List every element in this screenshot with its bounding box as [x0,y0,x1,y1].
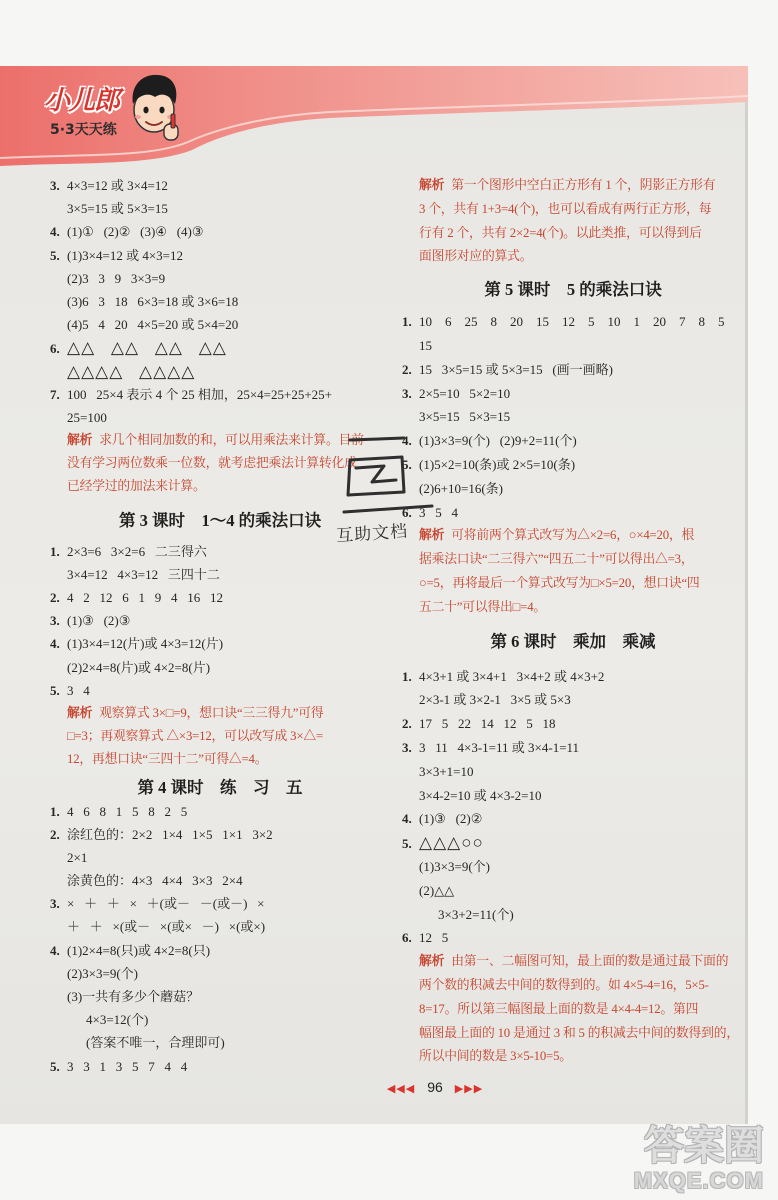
site-watermark [604,1124,764,1194]
question-number: 2. [402,361,412,377]
answer-item [402,501,744,525]
answer-item [50,220,390,243]
answer-text: 15 [419,337,432,353]
lesson-heading: 第 3 课时 1～4 的乘法口诀 [118,511,322,531]
answer-subline [50,267,390,290]
analysis-label: 解析 [419,528,445,543]
answer-text: 3 4 [67,682,90,698]
page-footer [340,1079,530,1101]
analysis-line [402,572,744,596]
answer-subline [50,846,390,869]
analysis-label: 解析 [419,178,445,192]
analysis-text: 所以中间的数是 3×5-10=5。 [419,1049,572,1064]
analysis-text: 3 个，共有 1+3=4(个)，也可以看成有两行正方形，每 [419,201,712,216]
answer-text: 17 5 22 14 12 5 18 [419,716,556,732]
answer-item [402,831,744,855]
analysis-text: 已经学过的加法来计算。 [67,479,206,494]
analysis-line [402,222,744,246]
prev-arrows-icon: ◀◀◀ [386,1082,416,1095]
analysis-text: 没有学习两位数乘一位数，就考虑把乘法计算转化成 [67,456,357,471]
answer-text: 3×3+1=10 [419,763,474,779]
analysis-text: ○=5，再将最后一个算式改写为□×5=20，想口诀“四 [419,575,700,590]
question-number: 4. [50,224,60,240]
answer-text: 4 2 12 6 1 9 4 16 12 [67,590,223,605]
answer-text: △△△△ △△△△ [67,361,196,381]
question-number: 3. [402,385,412,401]
lesson-heading: 第 6 课时 乘加 乘减 [490,632,656,652]
question-number: 4. [402,811,412,827]
question-number: 1. [50,803,60,819]
analysis-line [402,1022,744,1046]
answer-item [50,892,390,915]
answer-text: 3×5=15 5×3=15 [419,409,511,425]
answer-subline [50,360,390,383]
question-number: 4. [402,433,412,449]
answer-subline [50,656,390,679]
analysis-line [50,748,390,771]
lesson-heading: 第 4 课时 练 习 五 [137,777,303,797]
analysis-line [50,702,390,725]
question-number: 2. [50,590,60,605]
question-number: 3. [50,896,60,912]
answer-item [50,800,390,823]
analysis-line [50,725,390,748]
handwritten-stamp [332,430,442,530]
answer-text: 3×5=15 或 5×3=15 [67,201,168,217]
answer-text: 3×4=12 4×3=12 三四十二 [67,566,220,582]
analysis-text: 可将前两个算式改写为△×2=6，○×4=20，根 [451,528,695,543]
answer-text: 3×3+2=11(个) [438,906,514,922]
question-number: 4. [50,636,60,652]
answer-item [402,807,744,831]
answer-subline [50,962,390,985]
answer-subline [50,915,390,938]
question-number: 1. [402,668,412,684]
answer-text: (2)6+10=16(条) [419,480,503,496]
answer-text: (3)一共有多少个蘑菇？ [67,989,200,1004]
answer-text: (1)2×4=8(只)或 4×2=8(只) [67,942,211,958]
question-number: 5. [402,836,412,852]
answer-text: 涂红色的：2×2 1×4 1×5 1×1 3×2 [67,826,273,842]
answer-item [50,244,390,267]
answer-text: 3×4-2=10 或 4×3-2=10 [419,787,542,803]
answer-subline [50,290,390,313]
question-number: 3. [50,613,60,629]
answer-item [50,1055,390,1078]
watermark-url: MXQE.COM [633,1168,764,1193]
answer-text: 4×3+1 或 3×4+1 3×4+2 或 4×3+2 [419,668,605,684]
analysis-line [402,524,744,548]
answer-text: 12 5 [419,930,449,946]
watermark-title: 答案圈 [644,1123,764,1168]
question-number: 3. [50,178,60,193]
analysis-line [402,1045,744,1069]
answer-item [402,382,744,406]
answer-subline [50,1008,390,1031]
analysis-line [402,596,744,620]
answer-text: (2)3 3 9 3×3=9 [67,270,166,286]
right-answer-column [402,174,744,1079]
analysis-label: 解析 [67,433,93,448]
answer-subline [402,688,744,712]
answer-text: 100 25×4 表示 4 个 25 相加，25×4=25+25+25+ [67,386,332,402]
answer-item [402,453,744,477]
logo-subtitle: 5·3天天练 [50,122,117,138]
answer-text: 10 6 25 8 20 15 12 5 10 1 20 7 8 5 [419,314,725,330]
analysis-text: 12，再想口诀“三四十二”可得△=4。 [67,752,268,767]
question-number: 2. [402,716,412,732]
answer-item [402,926,744,950]
analysis-text: 行有 2 个，共有 2×2=4(个)。以此类推，可以得到后 [419,225,702,240]
analysis-line [402,245,744,269]
answer-subline [402,477,744,501]
analysis-text: 据乘法口诀“二三得六”“四五二十”可以得出△=3， [419,552,694,567]
logo-title: 小儿郎 [44,86,120,116]
answer-text: 2×3-1 或 3×2-1 3×5 或 5×3 [419,692,571,708]
analysis-line [402,174,744,198]
answer-subline [50,197,390,220]
answer-text: (答案不唯一，合理即可) [86,1035,225,1051]
answer-item [402,736,744,760]
question-number: 5. [50,1058,60,1074]
answer-item [50,174,390,197]
answer-text: (1)3×3=9(个) [419,858,490,874]
analysis-text: 五二十”可以得出□=4。 [419,599,546,614]
answer-item [50,939,390,962]
answer-subline [402,760,744,784]
answer-text: × ＋ ＋ × ＋(或－ －(或－) × [67,896,265,912]
analysis-line [402,950,744,974]
question-number: 4. [50,942,60,958]
answer-text: ＋ ＋ ×(或－ ×(或× －) ×(或×) [67,919,266,935]
analysis-line [402,974,744,998]
analysis-text: 观察算式 3×□=9，想口诀“三三得九”可得 [99,705,324,720]
question-number: 6. [402,930,412,946]
answer-item [50,632,390,655]
answer-subline [50,1031,390,1054]
answer-text: (1)3×4=12(片)或 4×3=12(片) [67,636,224,652]
answer-subline [50,406,390,429]
question-number: 5. [50,247,60,263]
analysis-text: 面图形对应的算式。 [419,249,533,264]
answer-item [402,712,744,736]
answer-subline [50,563,390,586]
lesson-heading: 第 5 课时 5 的乘法口诀 [484,279,662,299]
answer-text: 25=100 [67,409,107,425]
answer-text: (3)6 3 18 6×3=18 或 3×6=18 [67,293,239,309]
question-number: 6. [50,341,60,357]
answer-subline [402,405,744,429]
question-number: 7. [50,386,60,402]
analysis-text: 8=17。所以第三幅图最上面的数是 4×4-4=12。第四 [419,1001,699,1016]
answer-subline [402,784,744,808]
answer-item [50,586,390,609]
analysis-text: 幅图最上面的 10 是通过 3 和 5 的积减去中间的数得到的， [419,1025,739,1040]
answer-subline [50,985,390,1008]
answer-subline [50,869,390,892]
answer-item [50,609,390,632]
question-number: 3. [402,739,412,755]
answer-text: (1)③ (2)② [419,811,483,827]
answer-text: 3 11 4×3-1=11 或 3×4-1=11 [419,739,580,755]
answer-text: 3 3 1 3 5 7 4 4 [67,1058,188,1074]
answer-text: (2)△△ [419,882,455,898]
answer-text: 3 5 4 [419,504,458,520]
boy-mascot-icon [124,70,186,144]
answer-text: 4×3=12(个) [86,1012,149,1028]
answer-text: 15 3×5=15 或 5×3=15 (画一画略) [419,361,613,377]
answer-subline [402,903,744,927]
answer-text: (1)3×4=12 或 4×3=12 [67,247,183,263]
answer-text: 4 6 8 1 5 8 2 5 [67,803,188,819]
next-arrows-icon: ▶▶▶ [454,1082,484,1095]
analysis-line [402,998,744,1022]
analysis-text: 两个数的积减去中间的数得到的。如 4×5-4=16，5×5- [419,977,709,992]
question-number: 5. [50,682,60,698]
analysis-line [402,198,744,222]
analysis-label: 解析 [67,705,93,720]
answer-text: (4)5 4 20 4×5=20 或 5×4=20 [67,317,239,333]
answer-item [50,336,390,359]
answer-text: 4×3=12 或 3×4=12 [67,178,168,193]
answer-text: 2×3=6 3×2=6 二三得六 [67,543,207,559]
analysis-text: □=3；再观察算式 △×3=12，可以改写成 3×△= [67,729,323,744]
answer-subline [402,879,744,903]
answer-item [402,358,744,382]
answer-subline [50,313,390,336]
analysis-text: 求几个相同加数的和，可以用乘法来计算。目前 [99,433,364,448]
answer-text: (1)① (2)② (3)④ (4)③ [67,224,204,240]
analysis-label: 解析 [419,954,445,969]
answer-text: (2)3×3=9(个) [67,965,138,981]
answer-subline [402,334,744,358]
answer-item [50,823,390,846]
answer-item [402,310,744,334]
question-number: 5. [402,456,412,472]
question-number: 1. [50,543,60,559]
answer-subline [402,855,744,879]
answer-item [402,665,744,689]
answer-text: (1)5×2=10(条)或 2×5=10(条) [419,456,576,472]
answer-text: (1)3×3=9(个) (2)9+2=11(个) [419,433,577,449]
answer-text: (1)③ (2)③ [67,613,131,629]
left-answer-column [50,174,390,1084]
answer-item [50,383,390,406]
answer-text: 涂黄色的：4×3 4×4 3×3 2×4 [67,873,243,889]
answer-item [402,429,744,453]
question-number: 2. [50,826,60,842]
stamp-text: 互助文档 [335,521,409,546]
analysis-text: 由第一、二幅图可知，最上面的数是通过最下面的 [451,954,729,969]
question-number: 6. [402,504,412,520]
question-number: 1. [402,314,412,330]
answer-text: △△△○○ [419,833,484,853]
answer-text: 2×5=10 5×2=10 [419,385,511,401]
analysis-line [402,548,744,572]
answer-text: 2×1 [67,849,88,865]
answer-item [50,679,390,702]
analysis-text: 第一个图形中空白正方形有 1 个，阴影正方形有 [451,178,716,192]
page-number: 96 [427,1079,443,1095]
answer-text: △△ △△ △△ △△ [67,338,227,358]
answer-text: (2)2×4=8(片)或 4×2=8(片) [67,659,211,675]
